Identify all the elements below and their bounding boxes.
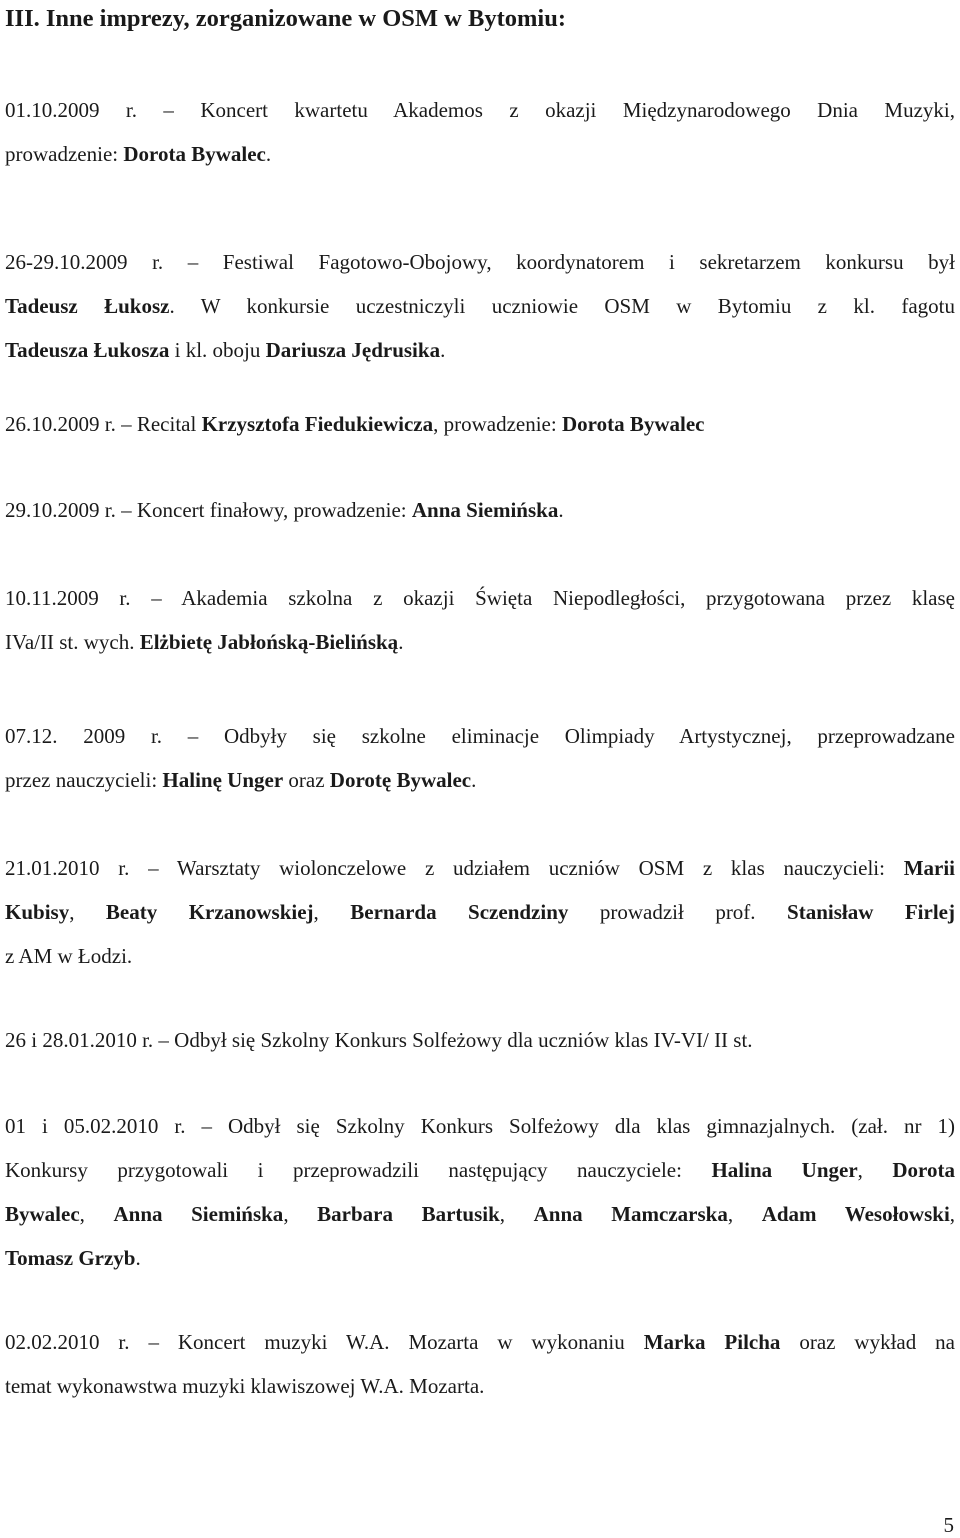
bold-name-text: Stanisław Firlej xyxy=(787,900,955,924)
entry-line xyxy=(5,890,955,934)
bold-name-text: Dariusza Jędrusika xyxy=(265,338,441,362)
entry-text: 01.10.2009 r. – Koncert kwartetu Akademos z okazji Międzynarodowego Dnia Muzyki, xyxy=(5,98,955,122)
bold-name-text: Beaty Krzanowskiej xyxy=(105,900,314,924)
entry-text: 01 i 05.02.2010 r. – Odbył się Szkolny Konkurs Solfeżowy dla klas gimnazjalnych. (zał. nr 1) xyxy=(5,1114,955,1138)
event-entry xyxy=(5,714,955,802)
entry-text: , xyxy=(727,1202,762,1226)
entry-line xyxy=(5,328,955,372)
entry-line xyxy=(5,488,955,532)
bold-name-text: Adam Wesołowski xyxy=(761,1202,950,1226)
entry-text: , xyxy=(69,900,106,924)
bold-name-text: Anna Siemińska xyxy=(411,498,559,522)
entry-line xyxy=(5,620,955,664)
bold-name-text: Dorota Bywalec xyxy=(561,412,705,436)
entry-text: prowadził prof. xyxy=(568,900,788,924)
event-entry xyxy=(5,402,955,446)
bold-name-text: Dorota xyxy=(892,1158,955,1182)
entry-text: prowadzenie: xyxy=(5,142,124,166)
entry-line xyxy=(5,1148,955,1192)
entry-text: 29.10.2009 r. – Koncert finałowy, prowadzenie: xyxy=(5,498,412,522)
bold-name-text: Marka Pilcha xyxy=(643,1330,781,1354)
entry-line xyxy=(5,132,955,176)
entry-text: 26.10.2009 r. – Recital xyxy=(5,412,202,436)
entry-text: 07.12. 2009 r. – Odbyły się szkolne eliminacje Olimpiady Artystycznej, przeprowadzane xyxy=(5,724,955,748)
entry-text: . W konkursie uczestniczyli uczniowie OSM w Bytomiu z kl. fagotu xyxy=(169,294,955,318)
entry-line xyxy=(5,1320,955,1364)
entry-text: 26-29.10.2009 r. – Festiwal Fagotowo-Obojowy, koordynatorem i sekretarzem konkursu był xyxy=(5,250,955,274)
entry-text: i kl. oboju xyxy=(169,338,266,362)
entry-line xyxy=(5,1236,955,1280)
bold-name-text: Krzysztofa Fiedukiewicza xyxy=(201,412,434,436)
bold-name-text: Anna Mamczarska xyxy=(533,1202,728,1226)
bold-name-text: Anna Siemińska xyxy=(113,1202,284,1226)
event-entry xyxy=(5,488,955,532)
bold-name-text: Kubisy xyxy=(5,900,70,924)
entry-line xyxy=(5,714,955,758)
entry-text: . xyxy=(558,498,564,522)
entry-text: IVa/II st. wych. xyxy=(5,630,140,654)
page-number: 5 xyxy=(943,1513,954,1537)
entry-line xyxy=(5,240,955,284)
event-entry xyxy=(5,1320,955,1408)
entry-line xyxy=(5,1192,955,1236)
entry-line xyxy=(5,402,955,446)
entry-text: 21.01.2010 r. – Warsztaty wiolonczelowe z udziałem uczniów OSM z klas nauczycieli: xyxy=(5,856,904,880)
entry-text: , prowadzenie: xyxy=(433,412,562,436)
bold-name-text: Dorotę Bywalec xyxy=(329,768,472,792)
entry-line xyxy=(5,284,955,328)
bold-name-text: Elżbietę Jabłońską-Bielińską xyxy=(139,630,399,654)
bold-name-text: Halinę Unger xyxy=(162,768,284,792)
bold-name-text: Tadeusz Łukosz xyxy=(5,294,170,318)
bold-name-text: Dorota Bywalec xyxy=(123,142,266,166)
entry-text: . xyxy=(265,142,272,166)
event-entry xyxy=(5,88,955,176)
entry-text: , xyxy=(499,1202,534,1226)
entry-text: . xyxy=(398,630,404,654)
entry-text: oraz xyxy=(283,768,330,792)
entry-text: . xyxy=(440,338,446,362)
event-entry xyxy=(5,846,955,978)
entry-text: z AM w Łodzi. xyxy=(5,944,133,968)
entry-text: temat wykonawstwa muzyki klawiszowej W.A. Mozarta. xyxy=(5,1374,485,1398)
section-heading: III. Inne imprezy, zorganizowane w OSM w Bytomiu: xyxy=(5,5,566,32)
entry-text: 10.11.2009 r. – Akademia szkolna z okazji Święta Niepodległości, przygotowana przez klasę xyxy=(5,586,955,610)
entry-text: , xyxy=(949,1202,955,1226)
bold-name-text: Bernarda Sczendziny xyxy=(350,900,569,924)
entry-line xyxy=(5,88,955,132)
bold-name-text: Halina Unger xyxy=(711,1158,858,1182)
entry-line xyxy=(5,934,955,978)
bold-name-text: Barbara Bartusik xyxy=(317,1202,500,1226)
entry-text: , xyxy=(79,1202,114,1226)
entry-line xyxy=(5,576,955,620)
entry-text: , xyxy=(313,900,351,924)
event-entry xyxy=(5,1104,955,1280)
bold-name-text: Tadeusza Łukosza xyxy=(5,338,170,362)
entry-text: 02.02.2010 r. – Koncert muzyki W.A. Mozarta w wykonaniu xyxy=(5,1330,644,1354)
entry-line xyxy=(5,846,955,890)
bold-name-text: Bywalec xyxy=(5,1202,80,1226)
event-entry xyxy=(5,576,955,664)
event-entry xyxy=(5,240,955,372)
entry-text: 26 i 28.01.2010 r. – Odbył się Szkolny Konkurs Solfeżowy dla uczniów klas IV-VI/ II st. xyxy=(5,1028,753,1052)
entry-text: , xyxy=(283,1202,318,1226)
entry-text: Konkursy przygotowali i przeprowadzili następujący nauczyciele: xyxy=(5,1158,712,1182)
entry-text: oraz wykład na xyxy=(780,1330,955,1354)
entry-text: przez nauczycieli: xyxy=(5,768,163,792)
entry-text: , xyxy=(857,1158,893,1182)
entry-line xyxy=(5,1018,955,1062)
entry-text: . xyxy=(135,1246,141,1270)
entry-text: . xyxy=(471,768,477,792)
event-entry xyxy=(5,1018,955,1062)
entry-line xyxy=(5,758,955,802)
entry-line xyxy=(5,1104,955,1148)
bold-name-text: Marii xyxy=(903,856,955,880)
entry-line xyxy=(5,1364,955,1408)
bold-name-text: Tomasz Grzyb xyxy=(5,1246,136,1270)
